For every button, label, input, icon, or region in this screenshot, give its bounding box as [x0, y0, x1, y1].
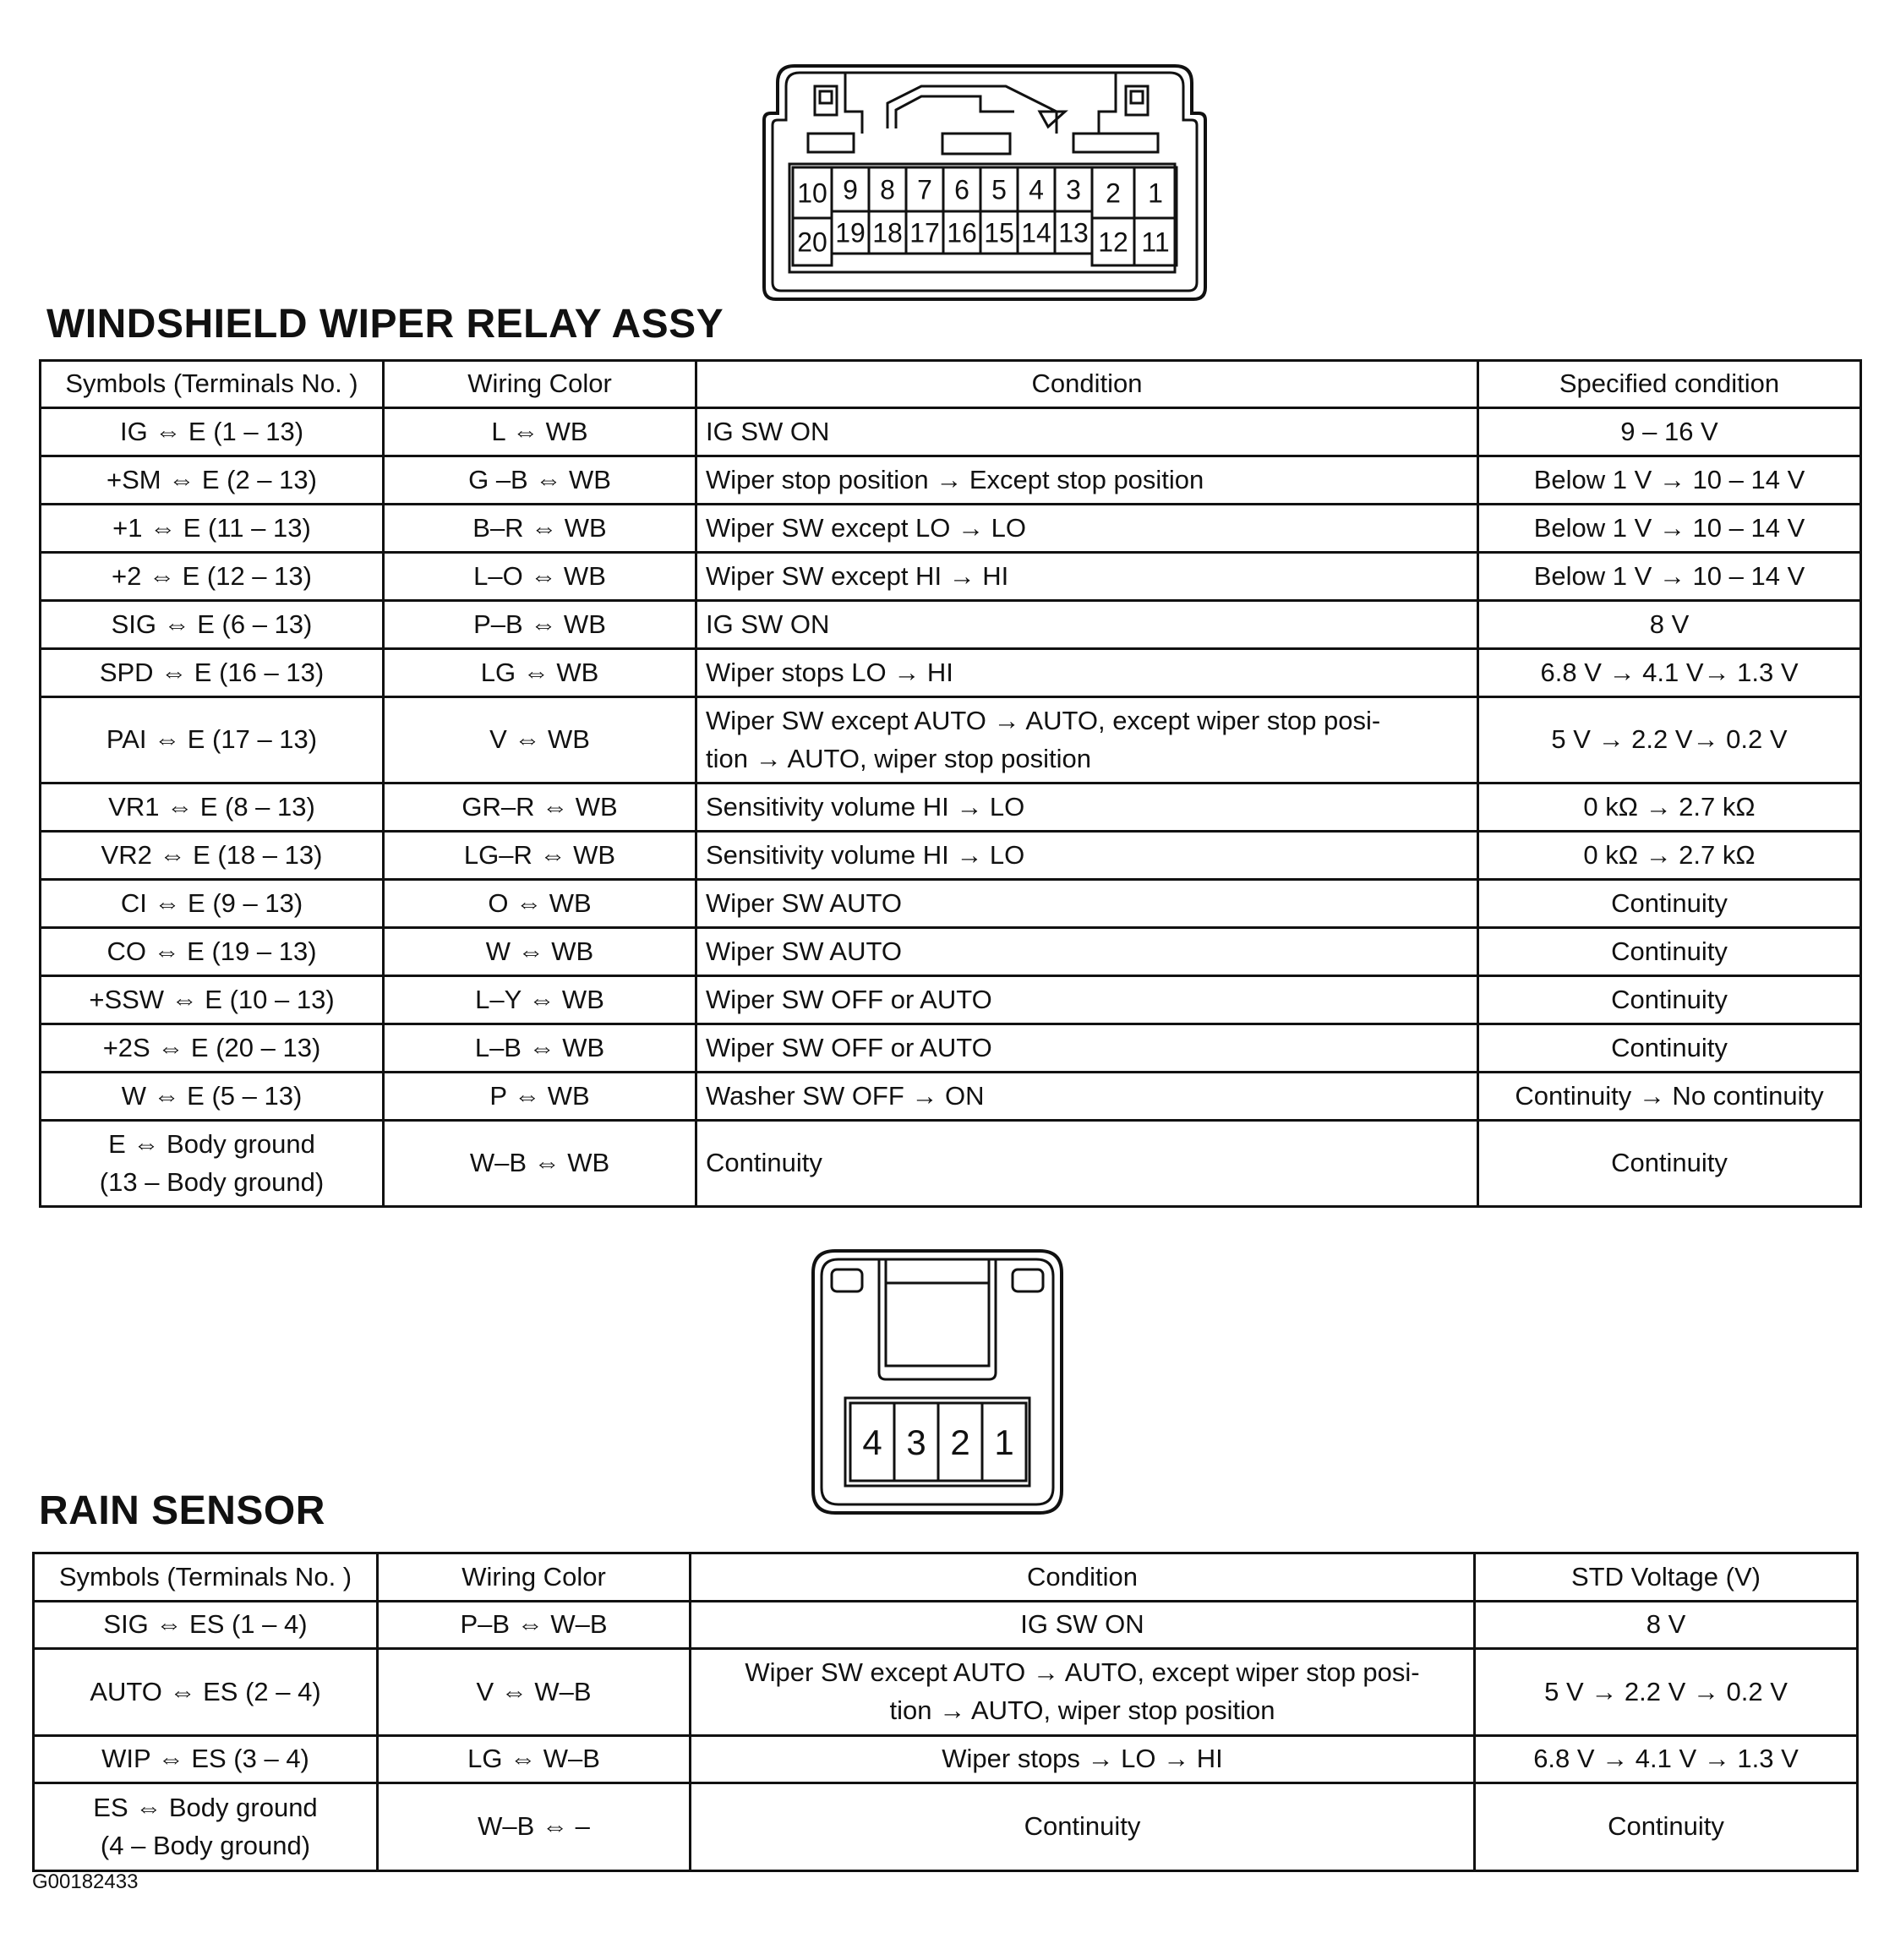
condition-cell: Sensitivity volume HI → LO — [696, 783, 1478, 832]
table-row — [41, 456, 1861, 505]
symbol-cell: +2 ⇔ E (12 – 13) — [41, 553, 384, 601]
spec-cell: 0 kΩ → 2.7 kΩ — [1478, 783, 1861, 832]
header-wiring-color: Wiring Color — [384, 361, 696, 408]
spec-cell: Below 1 V → 10 – 14 V — [1478, 456, 1861, 505]
wiring-cell: W–B ⇔ – — [378, 1783, 691, 1871]
condition-cell: Wiper SW OFF or AUTO — [696, 976, 1478, 1024]
sensor-spec-table — [32, 1552, 1859, 1872]
table-row — [41, 976, 1861, 1024]
condition-line: Wiper SW except AUTO → AUTO, except wiper stop posi- — [706, 705, 1381, 735]
condition-cell: Washer SW OFF → ON — [696, 1073, 1478, 1121]
wiring-cell: GR–R ⇔ WB — [384, 783, 696, 832]
spec-cell: 5 V → 2.2 V → 0.2 V — [1475, 1649, 1858, 1736]
wiring-cell: P–B ⇔ W–B — [378, 1602, 691, 1649]
condition-cell: Wiper stop position → Except stop position — [696, 456, 1478, 505]
figure-id: G00182433 — [32, 1870, 139, 1893]
condition-cell: IG SW ON — [691, 1602, 1475, 1649]
condition-cell: Wiper SW OFF or AUTO — [696, 1024, 1478, 1073]
pin-number: 14 — [1021, 217, 1051, 248]
wiring-cell: LG ⇔ WB — [384, 649, 696, 697]
symbol-cell: +1 ⇔ E (11 – 13) — [41, 505, 384, 553]
table-row — [41, 408, 1861, 456]
symbol-cell: AUTO ⇔ ES (2 – 4) — [34, 1649, 378, 1736]
pin-number: 2 — [950, 1422, 970, 1463]
condition-cell — [691, 1649, 1475, 1736]
condition-cell: Wiper SW AUTO — [696, 880, 1478, 928]
condition-cell: Sensitivity volume HI → LO — [696, 832, 1478, 880]
wiring-cell: V ⇔ WB — [384, 697, 696, 783]
table-header-row — [41, 361, 1861, 408]
wiring-cell: P–B ⇔ WB — [384, 601, 696, 649]
table-row — [34, 1649, 1858, 1736]
wiring-cell: P ⇔ WB — [384, 1073, 696, 1121]
condition-cell: Continuity — [691, 1783, 1475, 1871]
spec-cell: 0 kΩ → 2.7 kΩ — [1478, 832, 1861, 880]
condition-cell: Wiper SW AUTO — [696, 928, 1478, 976]
symbol-cell: VR1 ⇔ E (8 – 13) — [41, 783, 384, 832]
condition-cell: Wiper stops → LO → HI — [691, 1736, 1475, 1783]
wiring-cell: L–Y ⇔ WB — [384, 976, 696, 1024]
pin-number: 4 — [1029, 174, 1044, 205]
pin-number: 8 — [880, 174, 895, 205]
header-condition: Condition — [696, 361, 1478, 408]
symbol-cell: IG ⇔ E (1 – 13) — [41, 408, 384, 456]
spec-cell: Below 1 V → 10 – 14 V — [1478, 553, 1861, 601]
wiring-cell: G –B ⇔ WB — [384, 456, 696, 505]
symbol-line: (4 – Body ground) — [100, 1830, 311, 1860]
wiring-cell: B–R ⇔ WB — [384, 505, 696, 553]
pin-number: 1 — [1148, 177, 1163, 209]
wiring-cell: W ⇔ WB — [384, 928, 696, 976]
symbol-cell: +2S ⇔ E (20 – 13) — [41, 1024, 384, 1073]
spec-cell: 6.8 V → 4.1 V → 1.3 V — [1475, 1736, 1858, 1783]
wiring-cell: LG ⇔ W–B — [378, 1736, 691, 1783]
spec-cell: Continuity — [1475, 1783, 1858, 1871]
condition-line: Wiper SW except AUTO → AUTO, except wiper stop posi- — [745, 1657, 1420, 1688]
symbol-line: ES ⇔ Body ground — [93, 1792, 318, 1822]
symbol-cell: PAI ⇔ E (17 – 13) — [41, 697, 384, 783]
symbol-cell: SIG ⇔ E (6 – 13) — [41, 601, 384, 649]
symbol-cell: +SSW ⇔ E (10 – 13) — [41, 976, 384, 1024]
condition-cell: IG SW ON — [696, 601, 1478, 649]
pin-number: 2 — [1106, 177, 1121, 209]
pin-number: 11 — [1141, 227, 1170, 258]
pin-number: 12 — [1098, 227, 1128, 258]
pin-number: 1 — [994, 1422, 1014, 1463]
spec-cell: 5 V → 2.2 V→ 0.2 V — [1478, 697, 1861, 783]
table-row — [34, 1602, 1858, 1649]
wiring-cell: O ⇔ WB — [384, 880, 696, 928]
symbol-cell: SIG ⇔ ES (1 – 4) — [34, 1602, 378, 1649]
spec-cell: Continuity — [1478, 928, 1861, 976]
spec-cell: Below 1 V → 10 – 14 V — [1478, 505, 1861, 553]
symbol-cell: W ⇔ E (5 – 13) — [41, 1073, 384, 1121]
symbol-cell: CI ⇔ E (9 – 13) — [41, 880, 384, 928]
table-header-row — [34, 1553, 1858, 1602]
table-row — [41, 649, 1861, 697]
sensor-section-title: RAIN SENSOR — [39, 1488, 325, 1533]
rain-sensor-connector-diagram — [810, 1248, 1065, 1516]
header-symbols: Symbols (Terminals No. ) — [41, 361, 384, 408]
condition-cell: Wiper SW except LO → LO — [696, 505, 1478, 553]
condition-cell: Wiper SW except HI → HI — [696, 553, 1478, 601]
pin-number: 17 — [909, 217, 940, 248]
pin-number: 3 — [906, 1422, 926, 1463]
condition-cell — [696, 697, 1478, 783]
symbol-cell: +SM ⇔ E (2 – 13) — [41, 456, 384, 505]
pin-number: 4 — [862, 1422, 882, 1463]
table-row — [41, 1073, 1861, 1121]
spec-cell: 8 V — [1478, 601, 1861, 649]
wiring-cell: L ⇔ WB — [384, 408, 696, 456]
pin-number: 7 — [917, 174, 932, 205]
table-row — [41, 553, 1861, 601]
pin-number: 9 — [843, 174, 858, 205]
spec-cell: Continuity — [1478, 1024, 1861, 1073]
header-std-voltage: STD Voltage (V) — [1475, 1553, 1858, 1602]
pin-number: 20 — [797, 227, 827, 258]
pin-number: 18 — [872, 217, 903, 248]
wiring-cell: L–O ⇔ WB — [384, 553, 696, 601]
pin-number: 6 — [954, 174, 969, 205]
relay-spec-table — [39, 359, 1862, 1208]
spec-cell: Continuity → No continuity — [1478, 1073, 1861, 1121]
table-row — [41, 601, 1861, 649]
condition-cell: Wiper stops LO → HI — [696, 649, 1478, 697]
symbol-cell — [34, 1783, 378, 1871]
pin-number: 10 — [797, 177, 827, 209]
header-symbols: Symbols (Terminals No. ) — [34, 1553, 378, 1602]
relay-connector-diagram — [761, 61, 1209, 304]
wiring-cell: V ⇔ W–B — [378, 1649, 691, 1736]
table-row — [41, 783, 1861, 832]
symbol-cell — [41, 1121, 384, 1207]
pin-number: 16 — [947, 217, 977, 248]
symbol-line: E ⇔ Body ground — [108, 1128, 315, 1159]
symbol-cell: VR2 ⇔ E (18 – 13) — [41, 832, 384, 880]
spec-cell: 9 – 16 V — [1478, 408, 1861, 456]
spec-cell: 8 V — [1475, 1602, 1858, 1649]
symbol-cell: CO ⇔ E (19 – 13) — [41, 928, 384, 976]
pin-number: 13 — [1058, 217, 1089, 248]
table-row — [41, 697, 1861, 783]
table-row — [34, 1783, 1858, 1871]
table-row — [41, 1024, 1861, 1073]
condition-line: tion → AUTO, wiper stop position — [706, 743, 1092, 773]
header-condition: Condition — [691, 1553, 1475, 1602]
spec-cell: Continuity — [1478, 880, 1861, 928]
table-row — [41, 832, 1861, 880]
spec-cell: Continuity — [1478, 976, 1861, 1024]
table-row — [41, 928, 1861, 976]
table-row — [34, 1736, 1858, 1783]
pin-number: 3 — [1066, 174, 1081, 205]
pin-number: 15 — [984, 217, 1014, 248]
pin-number: 19 — [835, 217, 866, 248]
table-row — [41, 880, 1861, 928]
spec-cell: 6.8 V → 4.1 V→ 1.3 V — [1478, 649, 1861, 697]
wiring-cell: LG–R ⇔ WB — [384, 832, 696, 880]
symbol-cell: SPD ⇔ E (16 – 13) — [41, 649, 384, 697]
pin-number: 5 — [991, 174, 1007, 205]
spec-cell: Continuity — [1478, 1121, 1861, 1207]
header-wiring-color: Wiring Color — [378, 1553, 691, 1602]
wiring-cell: L–B ⇔ WB — [384, 1024, 696, 1073]
relay-section-title: WINDSHIELD WIPER RELAY ASSY — [46, 302, 724, 347]
header-specified-condition: Specified condition — [1478, 361, 1861, 408]
symbol-cell: WIP ⇔ ES (3 – 4) — [34, 1736, 378, 1783]
wiring-cell: W–B ⇔ WB — [384, 1121, 696, 1207]
condition-cell: Continuity — [696, 1121, 1478, 1207]
condition-cell: IG SW ON — [696, 408, 1478, 456]
table-row — [41, 1121, 1861, 1207]
symbol-line: (13 – Body ground) — [99, 1166, 325, 1197]
table-row — [41, 505, 1861, 553]
condition-line: tion → AUTO, wiper stop position — [889, 1695, 1275, 1725]
